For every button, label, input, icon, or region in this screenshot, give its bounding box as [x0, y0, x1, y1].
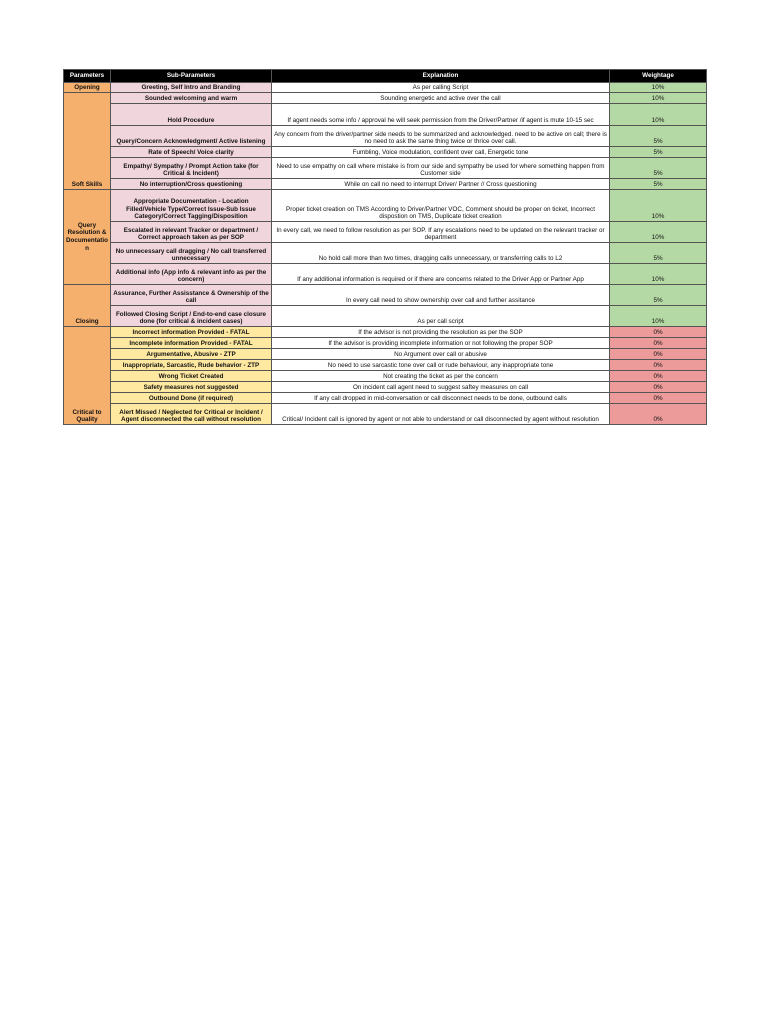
- table-row: [64, 306, 707, 327]
- weightage: 10%: [610, 104, 707, 126]
- table-row: [64, 179, 707, 190]
- table-row: [64, 349, 707, 360]
- explanation: In every call need to show ownership over call and further assitance: [272, 285, 610, 306]
- parameter-soft-skills: Soft Skills: [64, 93, 111, 190]
- sub-parameter: Query/Concern Acknowledgment/ Active listening: [111, 126, 272, 147]
- parameter-closing: Closing: [64, 285, 111, 327]
- weightage: 10%: [610, 264, 707, 285]
- explanation: No hold call more than two times, dragging calls unnecessary, or transferring calls to L2: [272, 243, 610, 264]
- sub-parameter: Followed Closing Script / End-to-end case closure done (for critical & incident cases): [111, 306, 272, 327]
- header-explanation: Explanation: [272, 70, 610, 83]
- sub-parameter: Alert Missed / Neglected for Critical or Incident / Agent disconnected the call without resolution: [111, 404, 272, 425]
- sub-parameter: Additional info (App info & relevant info as per the concern): [111, 264, 272, 285]
- weightage: 0%: [610, 349, 707, 360]
- table-row: [64, 83, 707, 93]
- sub-parameter: Wrong Ticket Created: [111, 371, 272, 382]
- table-row: [64, 222, 707, 243]
- weightage: 10%: [610, 93, 707, 104]
- weightage: 5%: [610, 285, 707, 306]
- explanation: In every call, we need to follow resolution as per SOP. If any escalations need to be updated on the relevant tracker or department: [272, 222, 610, 243]
- explanation: On incident call agent need to suggest saftey measures on call: [272, 382, 610, 393]
- header-parameters: Parameters: [64, 70, 111, 83]
- weightage: 5%: [610, 126, 707, 147]
- sub-parameter: Empathy/ Sympathy / Prompt Action take (for Critical & Incident): [111, 158, 272, 179]
- weightage: 5%: [610, 179, 707, 190]
- sub-parameter: Outbound Done (if required): [111, 393, 272, 404]
- table-row: [64, 93, 707, 104]
- explanation: No need to use sarcastic tone over call or rude behaviour, any inappropriate tone: [272, 360, 610, 371]
- table-row: [64, 338, 707, 349]
- quality-parameters-table: [63, 69, 707, 425]
- sub-parameter: Incomplete information Provided - FATAL: [111, 338, 272, 349]
- table-row: [64, 126, 707, 147]
- sub-parameter: Rate of Speech/ Voice clarity: [111, 147, 272, 158]
- explanation: As per call script: [272, 306, 610, 327]
- weightage: 0%: [610, 338, 707, 349]
- explanation: Critical/ Incident call is ignored by agent or not able to understand or call disconnected by agent without resolution: [272, 404, 610, 425]
- weightage: 5%: [610, 243, 707, 264]
- weightage: 0%: [610, 360, 707, 371]
- explanation: If any call dropped in mid-conversation or call disconnect needs to be done, outbound calls: [272, 393, 610, 404]
- explanation: As per calling Script: [272, 83, 610, 93]
- explanation: Fumbling, Voice modulation, confident over call, Energetic tone: [272, 147, 610, 158]
- weightage: 0%: [610, 371, 707, 382]
- sub-parameter: Argumentative, Abusive - ZTP: [111, 349, 272, 360]
- sub-parameter: Appropriate Documentation - Location Filled/Vehicle Type/Correct Issue-Sub Issue Category/Correct Tagging/Disposition: [111, 190, 272, 222]
- explanation: Need to use empathy on call where mistake is from our side and sympathy be used for where something happen from Customer side: [272, 158, 610, 179]
- header-sub-parameters: Sub-Parameters: [111, 70, 272, 83]
- table-row: [64, 404, 707, 425]
- explanation: Any concern from the driver/partner side needs to be summarized and acknowledged. need to be active on call; there is no need to ask the same thing twice or thrice over call.: [272, 126, 610, 147]
- table-row: [64, 243, 707, 264]
- weightage: 10%: [610, 83, 707, 93]
- table-row: [64, 190, 707, 222]
- sub-parameter: Inappropriate, Sarcastic, Rude behavior - ZTP: [111, 360, 272, 371]
- table-row: [64, 264, 707, 285]
- table-row: [64, 158, 707, 179]
- weightage: 5%: [610, 147, 707, 158]
- weightage: 0%: [610, 327, 707, 338]
- explanation: If any additional information is required or if there are concerns related to the Driver App or Partner App: [272, 264, 610, 285]
- sub-parameter: No interruption/Cross questioning: [111, 179, 272, 190]
- table-row: [64, 327, 707, 338]
- table-row: [64, 147, 707, 158]
- weightage: 10%: [610, 306, 707, 327]
- sub-parameter: Assurance, Further Assisstance & Ownership of the call: [111, 285, 272, 306]
- weightage: 5%: [610, 158, 707, 179]
- explanation: Proper ticket creation on TMS According to Driver/Partner VOC, Comment should be proper on ticket, Incorrect dispostion on TMS, Duplicate ticket creation: [272, 190, 610, 222]
- explanation: Sounding energetic and active over the call: [272, 93, 610, 104]
- explanation: If the advisor is providing incomplete information or not following the proper SOP: [272, 338, 610, 349]
- table-row: [64, 393, 707, 404]
- sub-parameter: Hold Procedure: [111, 104, 272, 126]
- header-weightage: Weightage: [610, 70, 707, 83]
- sub-parameter: No unnecessary call dragging / No call transferred unnecessary: [111, 243, 272, 264]
- table-row: [64, 371, 707, 382]
- parameter-opening: Opening: [64, 83, 111, 93]
- explanation: If agent needs some info / approval he will seek permission from the Driver/Partner /if agent is mute 10-15 sec: [272, 104, 610, 126]
- table-row: [64, 285, 707, 306]
- sub-parameter: Sounded welcoming and warm: [111, 93, 272, 104]
- table-row: [64, 382, 707, 393]
- explanation: Not creating the ticket as per the concern: [272, 371, 610, 382]
- sub-parameter: Incorrect information Provided - FATAL: [111, 327, 272, 338]
- parameter-query-resolution: Query Resolution & Documentatio n: [64, 190, 111, 285]
- weightage: 0%: [610, 393, 707, 404]
- sub-parameter: Safety measures not suggested: [111, 382, 272, 393]
- sub-parameter: Escalated in relevant Tracker or department / Correct approach taken as per SOP: [111, 222, 272, 243]
- weightage: 10%: [610, 222, 707, 243]
- explanation: No Argument over call or abusive: [272, 349, 610, 360]
- explanation: If the advisor is not providing the resolution as per the SOP: [272, 327, 610, 338]
- table-header-row: [64, 70, 707, 83]
- table-row: [64, 104, 707, 126]
- explanation: While on call no need to interrupt Driver/ Partner // Cross questioning: [272, 179, 610, 190]
- weightage: 0%: [610, 404, 707, 425]
- sub-parameter: Greeting, Self Intro and Branding: [111, 83, 272, 93]
- weightage: 0%: [610, 382, 707, 393]
- weightage: 10%: [610, 190, 707, 222]
- parameter-critical-to-quality: Critical to Quality: [64, 327, 111, 425]
- table-row: [64, 360, 707, 371]
